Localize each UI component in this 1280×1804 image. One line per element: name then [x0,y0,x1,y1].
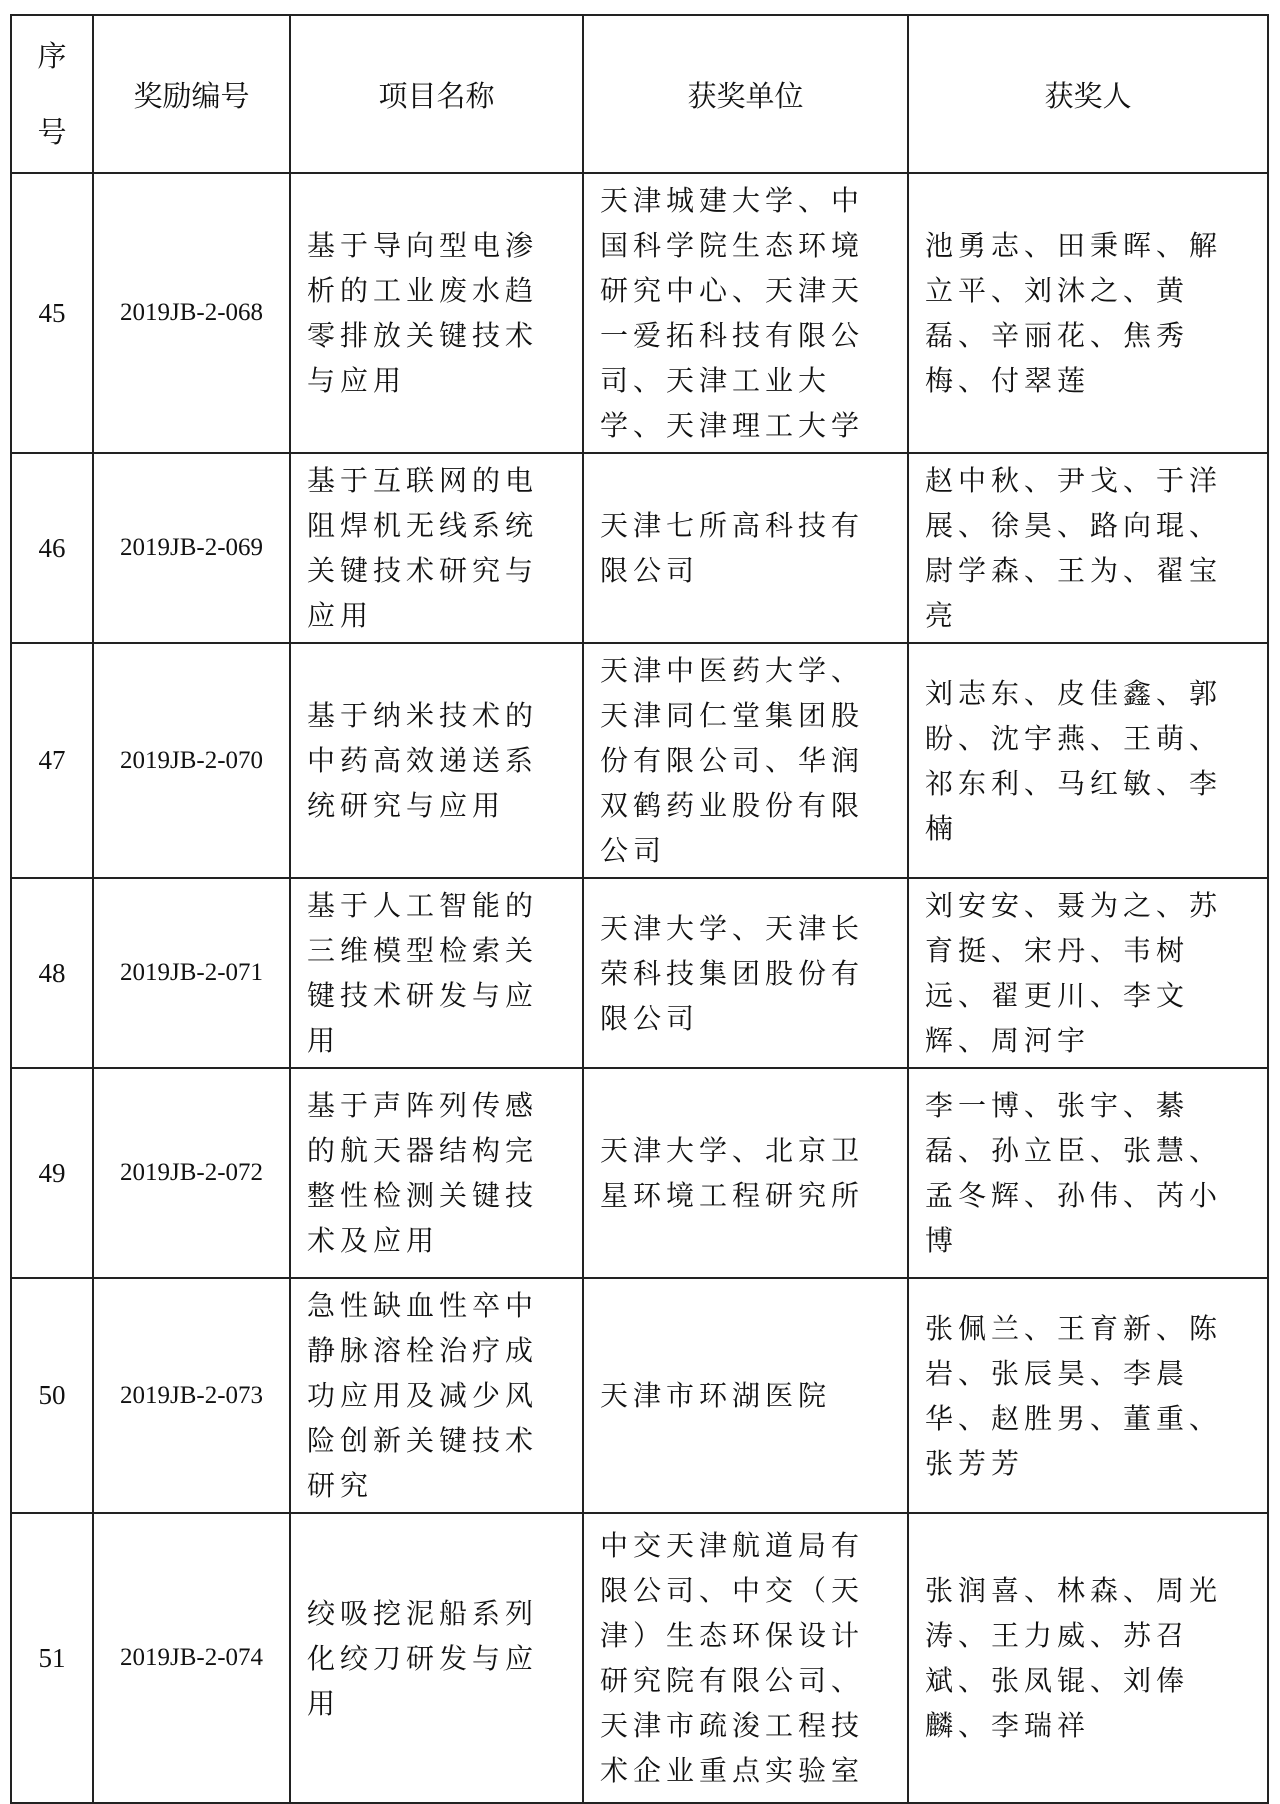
table-row [11,1068,1268,1278]
table-row [11,643,1268,878]
header-seq-line1: 序 [37,39,67,73]
cell-seq: 47 [11,643,93,878]
cell-project: 绞吸挖泥船系列化绞刀研发与应用 [290,1513,583,1803]
cell-code: 2019JB-2-072 [93,1068,290,1278]
cell-seq: 48 [11,878,93,1068]
cell-unit: 天津市环湖医院 [583,1278,908,1513]
cell-seq: 49 [11,1068,93,1278]
table-row [11,453,1268,643]
table-row [11,173,1268,453]
header-row [11,15,1268,173]
awards-table [10,14,1269,1804]
header-code: 奖励编号 [93,15,290,173]
cell-code: 2019JB-2-068 [93,173,290,453]
cell-person: 张润喜、林森、周光涛、王力威、苏召斌、张凤锟、刘俸麟、李瑞祥 [908,1513,1268,1803]
cell-seq: 46 [11,453,93,643]
table-row [11,878,1268,1068]
cell-unit: 天津七所高科技有限公司 [583,453,908,643]
header-person: 获奖人 [908,15,1268,173]
cell-project: 基于导向型电渗析的工业废水趋零排放关键技术与应用 [290,173,583,453]
cell-code: 2019JB-2-069 [93,453,290,643]
cell-seq: 45 [11,173,93,453]
cell-project: 基于纳米技术的中药高效递送系统研究与应用 [290,643,583,878]
cell-project: 基于互联网的电阻焊机无线系统关键技术研究与应用 [290,453,583,643]
header-seq-line2: 号 [37,115,67,149]
cell-seq: 50 [11,1278,93,1513]
cell-unit: 中交天津航道局有限公司、中交（天津）生态环保设计研究院有限公司、天津市疏浚工程技术企业重点实验室 [583,1513,908,1803]
cell-project: 基于声阵列传感的航天器结构完整性检测关键技术及应用 [290,1068,583,1278]
header-seq [11,15,93,173]
cell-project: 急性缺血性卒中静脉溶栓治疗成功应用及减少风险创新关键技术研究 [290,1278,583,1513]
cell-code: 2019JB-2-070 [93,643,290,878]
cell-code: 2019JB-2-071 [93,878,290,1068]
cell-code: 2019JB-2-073 [93,1278,290,1513]
cell-person: 刘安安、聂为之、苏育挺、宋丹、韦树远、翟更川、李文辉、周河宇 [908,878,1268,1068]
cell-unit: 天津中医药大学、天津同仁堂集团股份有限公司、华润双鹤药业股份有限公司 [583,643,908,878]
table-row [11,1278,1268,1513]
header-unit: 获奖单位 [583,15,908,173]
table-row [11,1513,1268,1803]
cell-unit: 天津城建大学、中国科学院生态环境研究中心、天津天一爱拓科技有限公司、天津工业大学、天津理工大学 [583,173,908,453]
cell-person: 刘志东、皮佳鑫、郭盼、沈宇燕、王萌、祁东利、马红敏、李楠 [908,643,1268,878]
cell-unit: 天津大学、北京卫星环境工程研究所 [583,1068,908,1278]
header-project: 项目名称 [290,15,583,173]
cell-person: 张佩兰、王育新、陈岩、张辰昊、李晨华、赵胜男、董重、张芳芳 [908,1278,1268,1513]
cell-seq: 51 [11,1513,93,1803]
cell-unit: 天津大学、天津长荣科技集团股份有限公司 [583,878,908,1068]
cell-code: 2019JB-2-074 [93,1513,290,1803]
cell-person: 赵中秋、尹戈、于洋展、徐昊、路向琨、尉学森、王为、翟宝亮 [908,453,1268,643]
cell-person: 池勇志、田秉晖、解立平、刘沐之、黄磊、辛丽花、焦秀梅、付翠莲 [908,173,1268,453]
cell-person: 李一博、张宇、綦磊、孙立臣、张慧、孟冬辉、孙伟、芮小博 [908,1068,1268,1278]
cell-project: 基于人工智能的三维模型检索关键技术研发与应用 [290,878,583,1068]
